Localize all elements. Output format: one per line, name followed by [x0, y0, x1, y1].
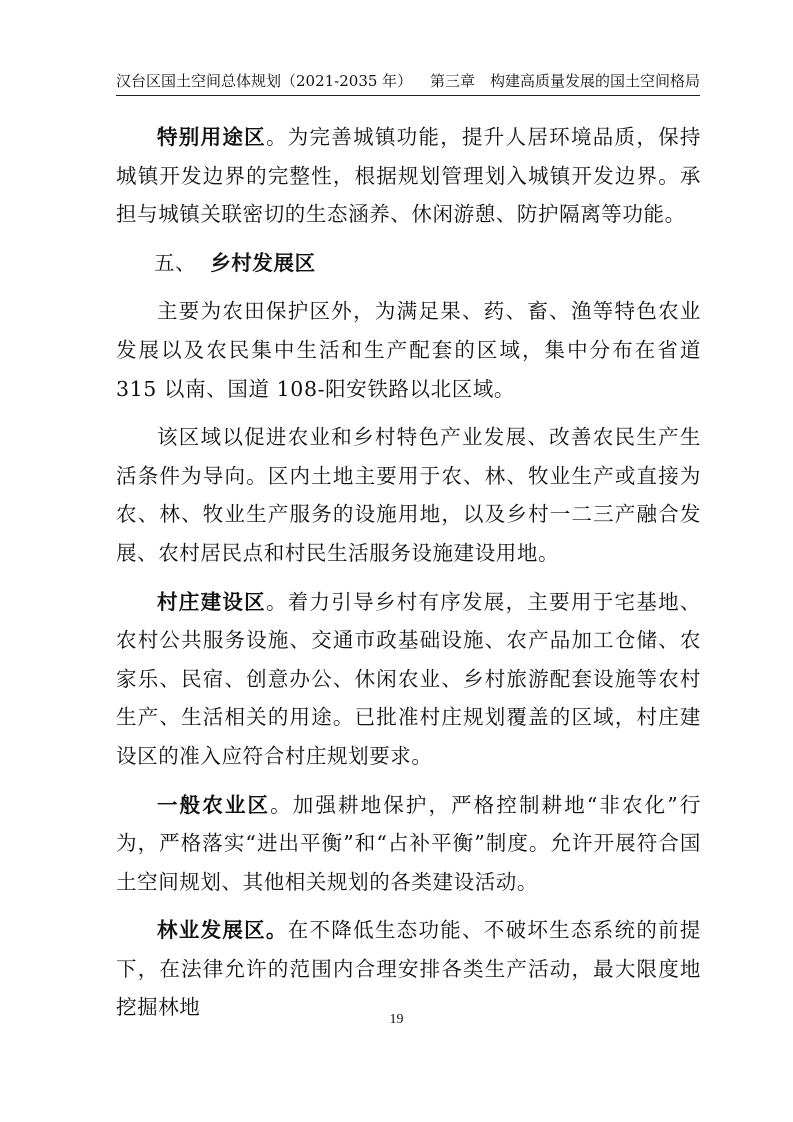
paragraph-text: 。为完善城镇功能，提升人居环境品质，保持城镇开发边界的完整性，根据规划管理划入城镇开发边界。承担与城镇关联密切的生态涵养、休闲游憩、防护隔离等功能。	[116, 125, 701, 227]
paragraph-text: 在不降低生态功能、不破坏生态系统的前提下，在法律允许的范围内合理安排各类生产活动，最大限度地挖掘林地	[116, 918, 701, 1020]
paragraph-forestry-development-zone	[116, 911, 701, 1027]
header-document-title: 汉台区国土空间总体规划（2021-2035 年）	[116, 72, 413, 90]
paragraph-village-construction-zone	[116, 583, 701, 776]
paragraph-lead: 林业发展区。	[157, 918, 288, 943]
section-number: 五、	[154, 250, 197, 275]
paragraph-lead: 一般农业区	[157, 792, 271, 817]
paragraph-rural-area-purpose: 该区域以促进农业和乡村特色产业发展、改善农民生产生活条件为导向。区内土地主要用于农、林、牧业生产或直接为农、林、牧业生产服务的设施用地，以及乡村一二三产融合发展、农村居民点和村民生活服务设施建设用地。	[116, 425, 701, 565]
paragraph-rural-area-scope: 主要为农田保护区外，为满足果、药、畜、渔等特色农业发展以及农民集中生活和生产配套的区域，集中分布在省道 315 以南、国道 108-阳安铁路以北区域。	[116, 299, 701, 401]
section-title: 乡村发展区	[210, 250, 316, 275]
paragraph-special-use-zone	[116, 118, 701, 234]
header-chapter-title: 第三章 构建高质量发展的国土空间格局	[429, 72, 700, 90]
paragraph-text: 。着力引导乡村有序发展，主要用于宅基地、农村公共服务设施、交通市政基础设施、农产品加工仓储、农家乐、民宿、创意办公、休闲农业、乡村旅游配套设施等农村生产、生活相关的用途。已批准村庄规划覆盖的区域，村庄建设区的准入应符合村庄规划要求。	[116, 589, 701, 768]
paragraph-text: 。加强耕地保护，严格控制耕地“非农化”行为，严格落实“进出平衡”和“占补平衡”制度。允许开展符合国土空间规划、其他相关规划的各类建设活动。	[116, 792, 702, 894]
paragraph-general-agriculture-zone	[116, 786, 701, 902]
running-header	[116, 66, 700, 96]
page-body	[116, 118, 701, 1027]
page-number: 19	[389, 1012, 404, 1027]
paragraph-lead: 村庄建设区	[157, 589, 266, 614]
section-heading-rural-development	[116, 244, 701, 283]
paragraph-lead: 特别用途区	[157, 125, 266, 149]
